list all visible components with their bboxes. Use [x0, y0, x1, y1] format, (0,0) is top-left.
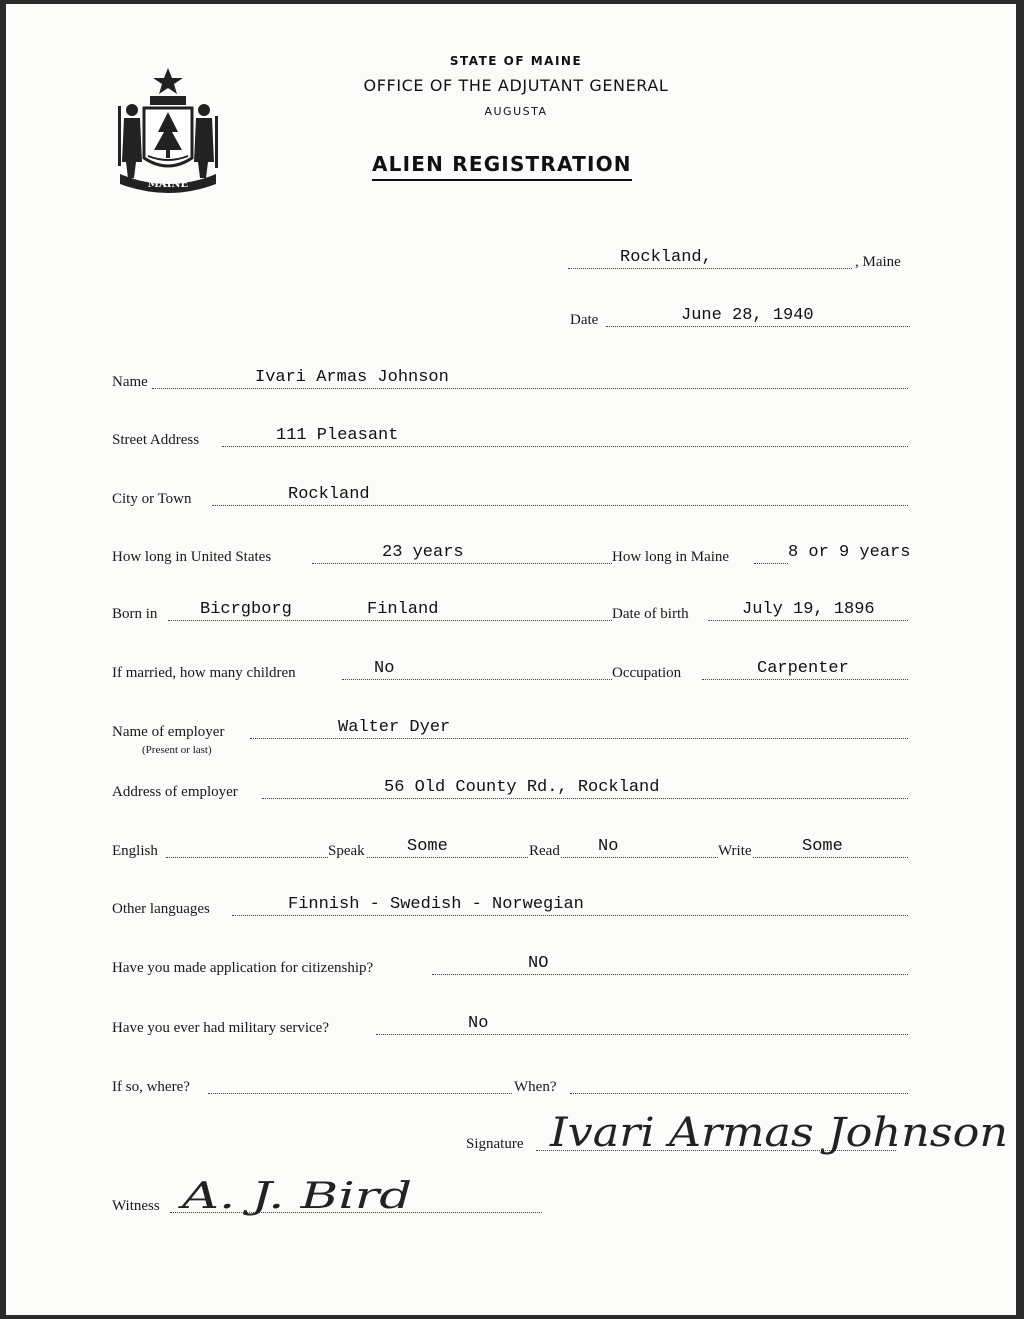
occupation-value: Carpenter — [757, 659, 849, 678]
city-field — [112, 487, 908, 511]
english-label: English — [112, 843, 158, 859]
employer-address-field — [112, 780, 908, 804]
employer-address-value: 56 Old County Rd., Rockland — [384, 778, 660, 797]
city-label: City or Town — [112, 491, 192, 507]
employer-note: (Present or last) — [142, 744, 212, 756]
other-languages-value: Finnish - Swedish - Norwegian — [288, 895, 584, 914]
maine-value: 8 or 9 years — [788, 543, 911, 562]
english-field — [112, 839, 908, 863]
employer-value: Walter Dyer — [338, 718, 451, 737]
witness-label: Witness — [112, 1198, 160, 1214]
other-languages-field — [112, 897, 908, 921]
witness-signature — [176, 1164, 426, 1234]
employer-label: Name of employer — [112, 724, 225, 740]
svg-text:Ivari Armas Johnson: Ivari Armas Johnson — [548, 1110, 1008, 1156]
signature-label: Signature — [466, 1136, 524, 1152]
name-label: Name — [112, 374, 148, 390]
maine-label: How long in Maine — [612, 549, 730, 565]
maine-state-seal-icon — [114, 66, 222, 194]
children-value: No — [374, 659, 395, 678]
birth-field — [112, 602, 908, 626]
employer-address-label: Address of employer — [112, 784, 238, 800]
military-field — [112, 1016, 908, 1040]
header-city: AUGUSTA — [484, 105, 548, 118]
date-value: June 28, 1940 — [681, 306, 814, 325]
form-title: ALIEN REGISTRATION — [372, 152, 632, 181]
state-label: , Maine — [855, 254, 901, 270]
header-state: STATE OF MAINE — [449, 54, 583, 68]
dob-value: July 19, 1896 — [742, 600, 875, 619]
born-town-value: Bicrgborg — [200, 600, 292, 619]
occupation-label: Occupation — [612, 665, 682, 681]
residence-field — [112, 545, 932, 569]
header-office: OFFICE OF THE ADJUTANT GENERAL — [363, 76, 669, 95]
date-label: Date — [570, 312, 599, 328]
citizenship-field — [112, 956, 908, 980]
family-field — [112, 661, 908, 685]
where-label: If so, where? — [112, 1079, 190, 1095]
name-value: Ivari Armas Johnson — [255, 368, 449, 387]
us-label: How long in United States — [112, 549, 272, 565]
street-value: 111 Pleasant — [276, 426, 399, 445]
dob-label: Date of birth — [612, 606, 689, 622]
born-country-value: Finland — [367, 600, 439, 619]
street-field — [112, 428, 908, 452]
us-value: 23 years — [382, 543, 464, 562]
military-value: No — [468, 1014, 489, 1033]
date-field — [570, 308, 910, 332]
children-label: If married, how many children — [112, 665, 296, 681]
when-label: When? — [514, 1079, 557, 1095]
military-label: Have you ever had military service? — [112, 1020, 329, 1036]
city-value: Rockland — [288, 485, 370, 504]
write-value: Some — [802, 837, 843, 856]
other-languages-label: Other languages — [112, 901, 210, 917]
street-label: Street Address — [112, 432, 200, 448]
citizenship-label: Have you made application for citizenship? — [112, 960, 374, 976]
registration-form-page — [6, 4, 1016, 1315]
citizenship-value: NO — [528, 954, 549, 973]
town-value: Rockland, — [620, 248, 712, 267]
employer-field — [112, 720, 908, 744]
speak-value: Some — [407, 837, 448, 856]
read-value: No — [598, 837, 619, 856]
applicant-signature — [546, 1094, 1016, 1174]
read-label: Read — [529, 843, 560, 859]
speak-label: Speak — [328, 843, 365, 859]
name-field — [112, 370, 908, 394]
svg-text:A. J. Bird: A. J. Bird — [177, 1176, 412, 1217]
town-field — [568, 250, 908, 274]
svg-text:MAINE: MAINE — [147, 179, 189, 190]
born-label: Born in — [112, 606, 158, 622]
write-label: Write — [718, 843, 752, 859]
